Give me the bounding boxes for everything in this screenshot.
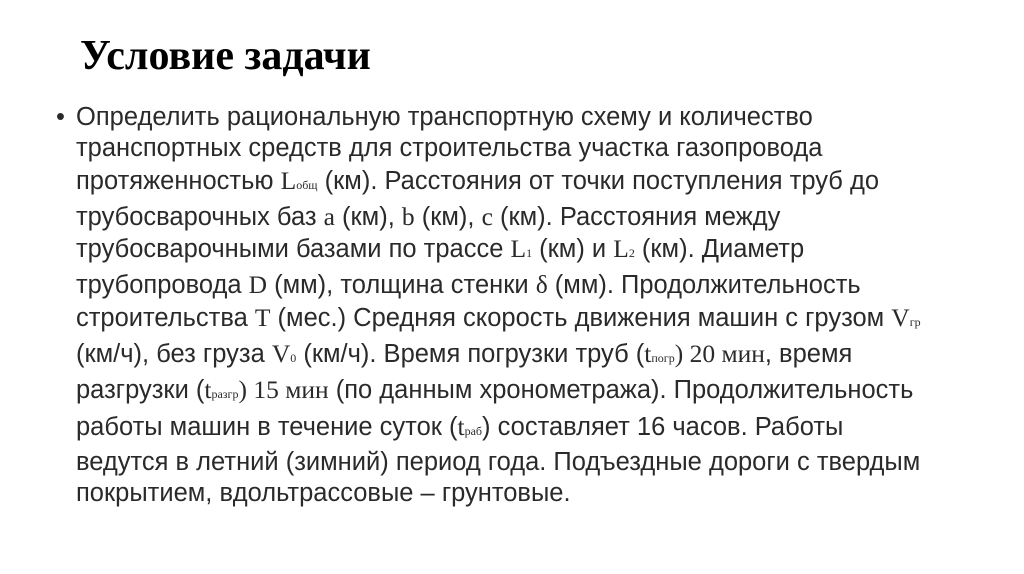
text-segment: (км). Расстояния между трубосварочными базами по трассе [76,202,781,264]
symbol-Vgr: V [891,302,910,332]
task-condition-text [56,102,926,510]
text-segment: (км). Диаметр трубопровода [76,235,805,300]
symbol-D: D [248,270,268,300]
text-segment: , время разгрузки ( [76,340,853,405]
bullet-list [56,102,926,510]
slide-title: Условие задачи [80,33,371,79]
symbol-L1: L [510,234,527,264]
symbol-c: с [481,201,493,231]
text-segment: (км) и [532,235,614,264]
symbol-L: L [280,165,297,195]
text-segment: (км). Расстояния от точки поступления труб до трубосварочных баз [76,166,880,231]
subscript-rab: раб [464,423,483,438]
text-segment: (км), [334,202,402,231]
symbol-L2: L [613,234,629,264]
symbol-delta: δ [535,270,548,300]
symbol-t-razgr: t [204,375,212,405]
symbol-t-pogr: t [644,339,652,369]
symbol-t-rab: t [457,411,465,441]
text-segment: (км/ч). Время погрузки труб ( [296,340,645,369]
unloading-time-value: ) 15 мин [238,375,329,405]
subscript-pogr: погр [651,351,675,366]
symbol-V0: V [271,339,291,369]
loading-time-value: ) 20 мин [674,339,765,369]
subscript-obsh: общ [296,177,318,192]
text-segment: (мм). Продолжительность строительства [76,271,861,332]
text-segment: (км/ч), без груза [76,340,272,369]
text-segment: (по данным хронометража). Продолжительность работы машин в течение суток ( [76,376,914,441]
subscript-2: 2 [628,246,635,261]
bullet-icon: • [56,103,65,131]
subscript-gr: гр [909,314,921,329]
text-segment: (км), [414,202,482,231]
symbol-T: Т [254,302,271,332]
symbol-a: а [323,201,335,231]
text-segment: (мес.) Средняя скорость движения машин с грузом [270,303,892,332]
subscript-1: 1 [526,246,533,261]
text-segment: Определить рациональную транспортную схему и количество транспортных средств для строительства участка газопровода протяженностью [76,103,823,195]
text-segment: (мм), толщина стенки [267,271,536,300]
subscript-0: 0 [290,351,297,366]
subscript-razgr: разгр [211,387,239,402]
text-segment: ) составляет 16 часов. Работы ведутся в летний (зимний) период года. Подъездные дороги с твердым покрытием, вдольтрассовые – грунтовые. [76,412,921,508]
symbol-b: b [401,201,415,231]
